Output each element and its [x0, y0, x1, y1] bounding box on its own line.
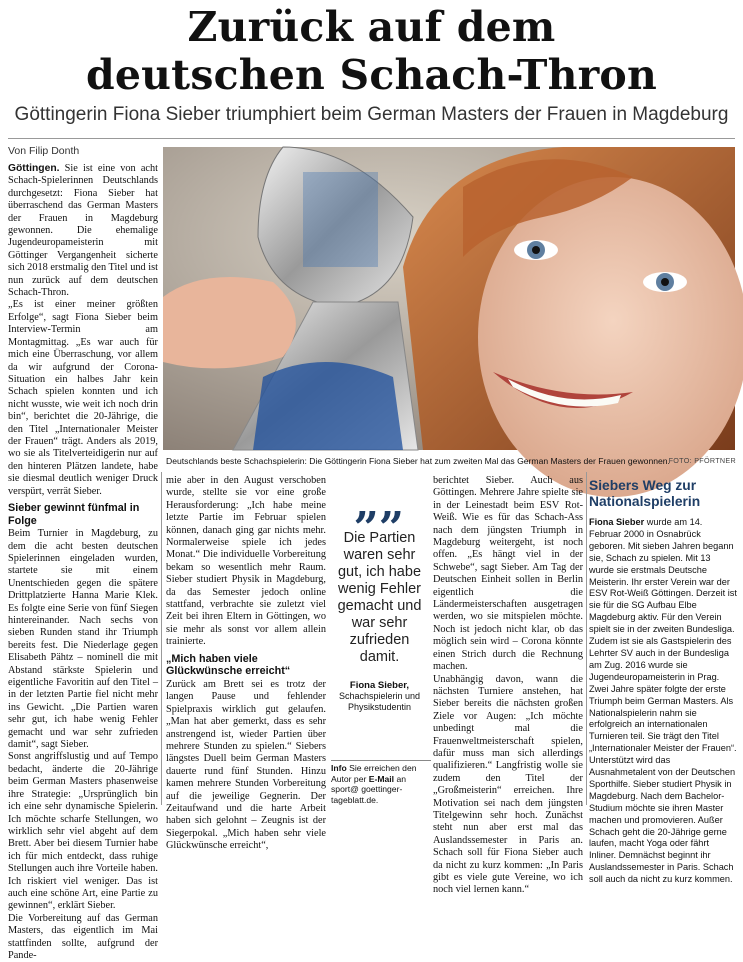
infobox-title: Siebers Weg zur Nationalspielerin: [589, 478, 701, 509]
caption-text: Deutschlands beste Schachspielerin: Die Göttingerin Fiona Sieber hat zum zweiten Mal das German Masters der Frauen gewonnen.: [166, 456, 670, 466]
column-divider-box: [586, 472, 587, 805]
headline-line-1: Zurück auf dem: [187, 3, 556, 51]
dateline: Göttingen.: [8, 163, 60, 174]
infobox-body: Fiona Sieber wurde am 14. Februar 2000 in Osnabrück geboren. Mit sieben Jahren begann sie, Schach zu spielen. Mit 13 wurde sie erstmals Deutsche Meisterin. Ihr erster Verein war der ESV Rot-Weiß Göttingen. Derzeit ist sie für die SG Aufbau Elbe Magdeburg aktiv. Für den Verein spielt sie in der zweiten Bundesliga. Zudem ist sie als Gastspielerin des Lehrter SV auch in der Bundesliga am Zug. 2016 wurde sie Jugendeuropameisterin in Prag. Zwei Jahre später folgte der erste Triumph beim German Masters. Als Nationalspielerin nahm sie erfolgreich an internationalen Turnieren teil. Sie trägt den Titel „Internationaler Meister der Frauen“. Unterstützt wird das Ausnahmetalent von der Deutschen Sporthilfe. Sieber studiert Physik in Magdeburg. Nach dem Bachelor-Studium möchte sie ihren Master machen und promovieren. Außer Schach geht die 20-Jährige gerne laufen, macht Yoga oder fährt Inliner. Demnächst beginnt ihr Auslandssemester in Paris. Schach soll auch da nicht zu kurz kommen.: [589, 517, 737, 885]
article-column-2: [166, 475, 326, 852]
quote-author-role: Schachspielerin und Physikstudentin: [338, 691, 421, 712]
paragraph-1: Göttingen. Sie ist eine von acht Schach-Spielerinnen Deutschlands durchgesetzt: Fiona Sieber hat überraschend das German Masters der Frauen in Magdeburg gewonnen. Die ehemalige Jugendeuropameisterin mit Göttinger Vergangenheit sicherte sich 2018 erstmalig den Titel und ist nun zurück auf dem deutschen Schach-Thron.: [8, 163, 158, 299]
quote-author: Fiona Sieber,: [349, 680, 410, 691]
quote-mark-icon: „„: [354, 478, 405, 529]
top-divider: [8, 138, 735, 139]
subheadline: Göttingerin Fiona Sieber triumphiert beim German Masters der Frauen in Magdeburg: [14, 104, 729, 125]
quote-text: Die Partien waren sehr gut, ich habe wenig Fehler gemacht und war sehr zufrieden damit.: [337, 530, 422, 665]
paragraph-4: Sonst angriffslustig und auf Tempo bedacht, änderte die 20-Jährige beim German Masters phasenweise ihre Strategie: „Ursprünglich bin ich eine sehr dynamische Spielerin. Ich möchte scharfe Stellungen, wo wirklich sehr viel abgeht auf dem Brett. Aber bei diesem Turnier habe ich für mich entdeckt, dass ruhige Stellungen auch ihre Vorteile haben. Ich riskiert viel weniger. Das ist auch eine schöne Art, eine Partie zu gewinnen“, erklärt Sieber.: [8, 751, 158, 912]
photo-caption: [166, 456, 736, 466]
subhead-1: Sieber gewinnt fünfmal in Folge: [8, 501, 140, 527]
paragraph-3: Beim Turnier in Magdeburg, zu dem die acht besten deutschen Spielerinnen eingeladen wurden, startete sie mit einem Unentschieden gegen die spätere Drittplatzierte Hanna Marie Klek. Es folgte eine Serie von fünf Siegen hintereinander. Nach sechs von sieben Runden stand ihr Triumph bereits fest. Die Niederlage gegen Elisabeth Pähtz – nominell die mit Abstand stärkste Spielerin und eigentliche Favoritin auf den Titel – in der letzten Partie fiel nicht mehr ins Gewicht. „Die Partien waren sehr gut, ich habe wenig Fehler gemacht und war sehr zufrieden damit“, sagt Sieber.: [8, 528, 158, 751]
infobox-lead-name: Fiona Sieber: [589, 517, 645, 527]
article-column-1: [8, 163, 158, 961]
article-column-4: [433, 475, 583, 896]
paragraph-5: Die Vorbereitung auf das German Masters, das eigentlich im Mai stattfinden sollte, aufgrund der Pande-: [8, 912, 158, 961]
col2-paragraph-2: Zurück am Brett sei es trotz der langen Pause und fehlender Spielpraxis wirklich gut gelaufen. „Man hat aber gemerkt, dass es sehr anstrengend ist, wieder Partien über mehrere Stunden zu spielen.“ Siebers längstes Duell beim German Masters dauerte rund fünf Stunden. Hinzu kamen mehrere Stunden Vorbereitung auf die jeweilige Gegnerin. Der Zeitaufwand und die harte Arbeit haben sich gelohnt – Zeugnis ist der Siegerpokal. „Mich haben sehr viele Glückwünsche erreicht“,: [166, 678, 326, 852]
byline: Von Filip Donth: [8, 145, 80, 157]
pull-quote: [331, 478, 428, 713]
author-info: Info Sie erreichen den Autor per E-Mail an sport@ goettinger-tageblatt.de.: [331, 760, 431, 805]
col2-paragraph-1: mie aber in den August verschoben wurde, stellte sie vor eine große Herausforderung: „Ich habe meine letzte Partie im Februar spielen können, danach ging gar nichts mehr. Normalerweise spiele ich jedes Monat.“ Die individuelle Vorbereitung bekam so wesentlich mehr Raum. Sieber studiert Physik in Magdeburg, da das Semester jedoch online stattfand, verbrachte sie zuletzt viel Zeit bei ihren Eltern in Göttingen, wo sie mehr als sonst vor allem allein trainierte.: [166, 475, 326, 648]
headline-line-2: deutschen Schach-Thron: [86, 51, 657, 99]
email-label: E-Mail: [368, 773, 395, 784]
col4-paragraph-1: berichtet Sieber. Auch aus Göttingen. Mehrere Jahre spielte sie in der Leinestadt beim ESV Rot-Weiß. Wie es für das Schach-Ass nach dem jüngsten Triumph in Magdeburg weitergeht, ist noch offen. „Es hängt viel in der Schwebe“, sagt Sieber. Am Tag der Deutschen Einheit sollen in Berlin eigentlich die Ländermeisterschaften ausgetragen werden, wo sie mitspielen möchte. Noch ist jedoch nicht klar, ob das möglich sein wird – Corona könnte einen Strich durch die Rechnung machen.: [433, 475, 583, 673]
author-email-link[interactable]: an sport@ goettinger-tageblatt.de.: [331, 773, 407, 805]
column-divider-1: [161, 472, 162, 805]
col4-paragraph-2: Unabhängig davon, wann die nächsten Turniere anstehen, hat Sieber bereits die nächsten großen Ziele vor Augen: „Ich möchte unbedingt mal die Frauenweltmeisterschaft spielen, dafür muss man sich allerdings qualifizieren.“ Langfristig wolle sie zudem den Titel der „Großmeisterin“ erreichen. Ihre Motivation sei nach dem jüngsten Titelgewinn sehr hoch. Zunächst steht nun aber erst mal das Auslandssemester in Paris an. Schach soll für Fiona Sieber auch da nicht zu kurz kommen: „In Paris gibt es viele gute Vereine, wo ich noch viel lernen kann.“: [433, 673, 583, 896]
info-label: Info: [331, 763, 347, 773]
paragraph-2: „Es ist einer meiner größten Erfolge“, sagt Fiona Sieber beim Interview-Termin am Montagmittag. „Es war auch für mich eine Überraschung, vor allem da wir aufgrund der Corona-Situation ein halbes Jahr kein Schach spielen konnten und ich nicht wusste, wie weit ich noch drin bin“, berichtet die 20-Jährige, die den Titel „Internationaler Meister der Frauen“ trägt. Anders als 2019, wo sie als Titelverteidigerin nur auf den hinteren Plätzen landete, habe sie diesmal deutlich weniger Druck verspürt, verrät Sieber.: [8, 299, 158, 497]
photo-fiona-sieber: [163, 147, 735, 450]
subhead-2: „Mich haben viele Glückwünsche erreicht“: [166, 652, 291, 678]
photo-illustration: [163, 147, 735, 450]
photo-credit: FOTO: PFÖRTNER: [668, 456, 736, 465]
